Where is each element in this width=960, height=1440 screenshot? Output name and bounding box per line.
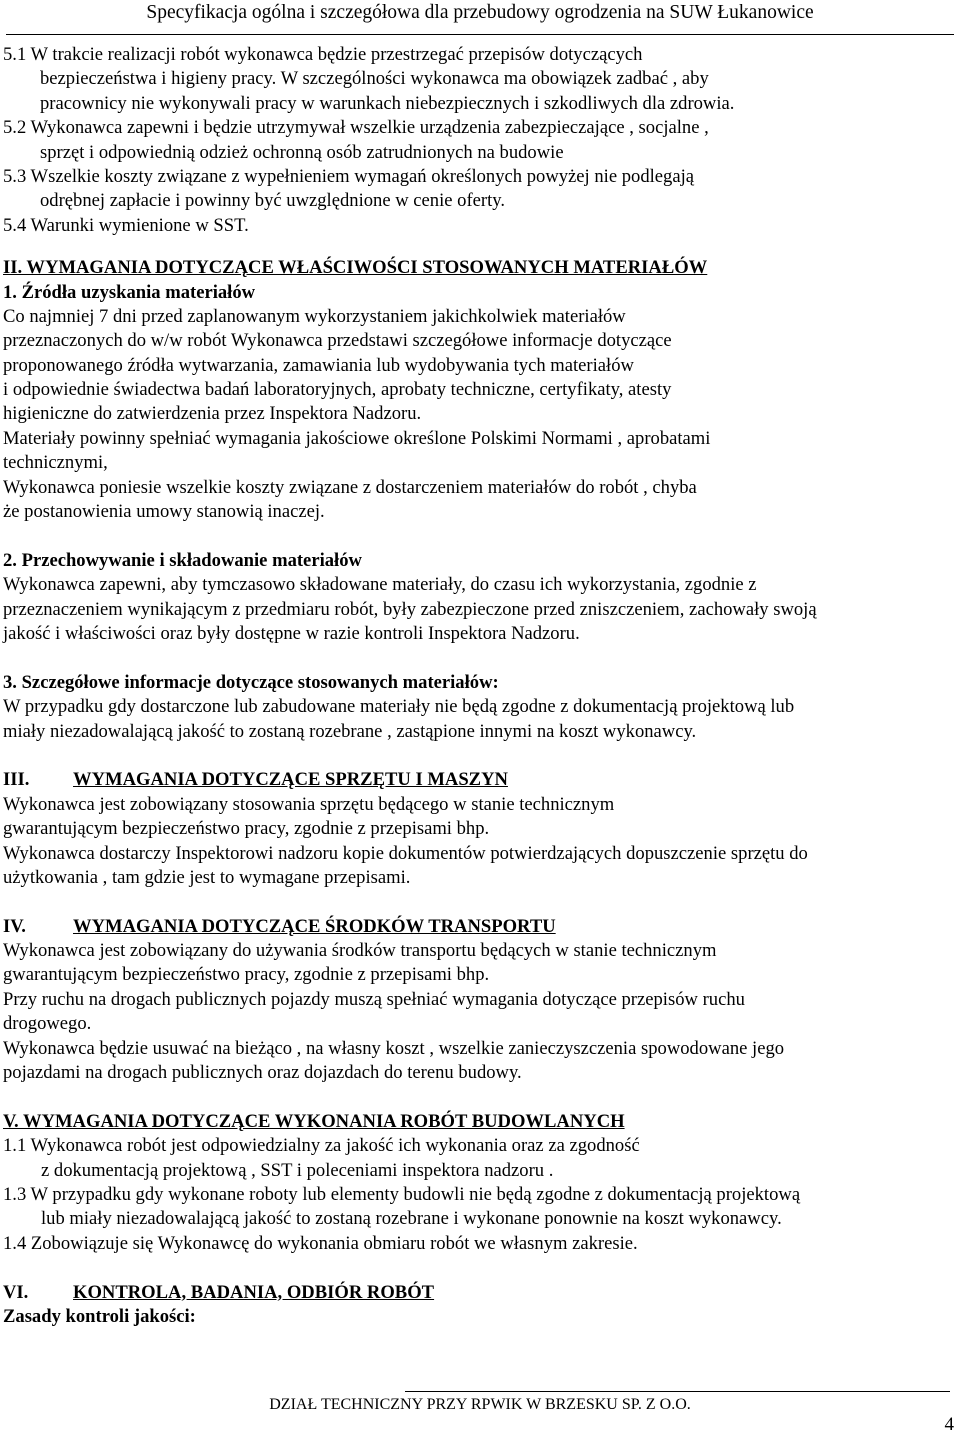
paragraph-line: pojazdami na drogach publicznych oraz dojazdach do terenu budowy. [3, 1062, 522, 1084]
paragraph-line: Wykonawca jest zobowiązany do używania środków transportu będących w stanie technicznym [3, 940, 717, 962]
document-body [3, 43, 958, 1329]
section-vi-title: KONTROLA, BADANIA, ODBIÓR ROBÓT [73, 1281, 435, 1303]
section-5-3-line: odrębnej zapłacie i powinny być uwzględnione w cenie oferty. [40, 190, 506, 212]
paragraph-line: W przypadku gdy dostarczone lub zabudowane materiały nie będą zgodne z dokumentacją projektową lub [3, 696, 795, 718]
paragraph-line: Wykonawca poniesie wszelkie koszty związane z dostarczeniem materiałów do robót , chyba [3, 476, 697, 498]
section-5-1-line: pracownicy nie wykonywali pracy w warunkach niebezpiecznych i szkodliwych dla zdrowia. [40, 92, 735, 114]
section-v-heading: V. WYMAGANIA DOTYCZĄCE WYKONANIA ROBÓT BUDOWLANYCH [3, 1110, 625, 1132]
paragraph-line: Wykonawca dostarczy Inspektorowi nadzoru kopie dokumentów potwierdzających dopuszczenie sprzętu do [3, 842, 808, 864]
section-5-3-line: 5.3 Wszelkie koszty związane z wypełnieniem wymagań określonych powyżej nie podlegają [3, 165, 695, 187]
list-item-line: 1.1 Wykonawca robót jest odpowiedzialny za jakość ich wykonania oraz za zgodność [3, 1135, 640, 1157]
paragraph-line: że postanowienia umowy stanowią inaczej. [3, 501, 325, 523]
paragraph-line: higieniczne do zatwierdzenia przez Inspektora Nadzoru. [3, 403, 422, 425]
list-item-line: 1.3 W przypadku gdy wykonane roboty lub elementy budowli nie będą zgodne z dokumentacją projektową [3, 1183, 801, 1205]
paragraph-line: przeznaczonych do w/w robót Wykonawca przedstawi szczegółowe informacje dotyczące [3, 330, 672, 352]
section-5-1-line: 5.1 W trakcie realizacji robót wykonawca będzie przestrzegać przepisów dotyczących [3, 44, 643, 65]
list-item-line: lub miały niezadowalającą jakość to zostaną rozebrane i wykonane ponownie na koszt wykonawcy. [41, 1208, 782, 1230]
paragraph-line: gwarantującym bezpieczeństwo pracy, zgodnie z przepisami bhp. [3, 818, 490, 840]
paragraph-line: użytkowania , tam gdzie jest to wymagane przepisami. [3, 866, 411, 888]
paragraph-line: proponowanego źródła wytwarzania, zamawiania lub wydobywania tych materiałów [3, 354, 634, 376]
list-item-line: z dokumentacją projektową , SST i poleceniami inspektora nadzoru . [41, 1159, 554, 1181]
paragraph-line: Materiały powinny spełniać wymagania jakościowe określone Polskimi Normami , aprobatami [3, 427, 711, 449]
section-5-1-line: bezpieczeństwa i higieny pracy. W szczególności wykonawca ma obowiązek zadbać , aby [40, 68, 709, 90]
materials-storage-title: 2. Przechowywanie i składowanie materiałów [3, 549, 362, 571]
document-header: Specyfikacja ogólna i szczegółowa dla przebudowy ogrodzenia na SUW Łukanowice [146, 2, 814, 23]
footer-rule [405, 1391, 950, 1392]
materials-details-title: 3. Szczegółowe informacje dotyczące stosowanych materiałów: [3, 671, 499, 693]
paragraph-line: jakość i właściwości oraz były dostępne w razie kontroli Inspektora Nadzoru. [3, 622, 580, 644]
section-iii-number: III. [3, 769, 30, 791]
section-iv-heading [3, 915, 958, 939]
paragraph-line: Wykonawca będzie usuwać na bieżąco , na własny koszt , wszelkie zanieczyszczenia spowodowane jego [3, 1037, 785, 1059]
section-5-4-line: 5.4 Warunki wymienione w SST. [3, 214, 249, 236]
section-5-2-line: 5.2 Wykonawca zapewni i będzie utrzymywał wszelkie urządzenia zabezpieczające , socjalne , [3, 117, 709, 139]
document-footer: DZIAŁ TECHNICZNY PRZY RPWIK W BRZESKU SP. Z O.O. [269, 1396, 691, 1413]
quality-control-subheading: Zasady kontroli jakości: [3, 1305, 196, 1327]
section-iii-heading [3, 768, 958, 792]
page-number: 4 [944, 1414, 954, 1435]
paragraph-line: i odpowiednie świadectwa badań laboratoryjnych, aprobaty techniczne, certyfikaty, atesty [3, 379, 672, 401]
section-iv-title: WYMAGANIA DOTYCZĄCE ŚRODKÓW TRANSPORTU [73, 915, 556, 937]
list-item-line: 1.4 Zobowiązuje się Wykonawcę do wykonania obmiaru robót we własnym zakresie. [3, 1232, 638, 1254]
paragraph-line: technicznymi, [3, 452, 108, 474]
header-rule [6, 34, 954, 35]
paragraph-line: Przy ruchu na drogach publicznych pojazdy muszą spełniać wymagania dotyczące przepisów ruchu [3, 988, 745, 1010]
paragraph-line: przeznaczeniem wynikającym z przedmiaru robót, były zabezpieczone przed zniszczeniem, zachowały swoją [3, 598, 817, 620]
section-iii-title: WYMAGANIA DOTYCZĄCE SPRZĘTU I MASZYN [73, 769, 508, 791]
section-vi-heading [3, 1281, 958, 1305]
section-ii-heading: II. WYMAGANIA DOTYCZĄCE WŁAŚCIWOŚCI STOSOWANYCH MATERIAŁÓW [3, 257, 708, 279]
paragraph-line: gwarantującym bezpieczeństwo pracy, zgodnie z przepisami bhp. [3, 964, 490, 986]
section-5-2-line: sprzęt i odpowiednią odzież ochronną osób zatrudnionych na budowie [40, 141, 564, 163]
materials-source-title: 1. Źródła uzyskania materiałów [3, 281, 256, 303]
section-iv-number: IV. [3, 915, 26, 937]
paragraph-line: Co najmniej 7 dni przed zaplanowanym wykorzystaniem jakichkolwiek materiałów [3, 305, 626, 327]
section-vi-number: VI. [3, 1281, 29, 1303]
paragraph-line: Wykonawca zapewni, aby tymczasowo składowane materiały, do czasu ich wykorzystania, zgodnie z [3, 574, 757, 596]
paragraph-line: Wykonawca jest zobowiązany stosowania sprzętu będącego w stanie technicznym [3, 793, 615, 815]
paragraph-line: miały niezadowalającą jakość to zostaną rozebrane , zastąpione innymi na koszt wykonawcy. [3, 720, 697, 742]
paragraph-line: drogowego. [3, 1013, 92, 1035]
